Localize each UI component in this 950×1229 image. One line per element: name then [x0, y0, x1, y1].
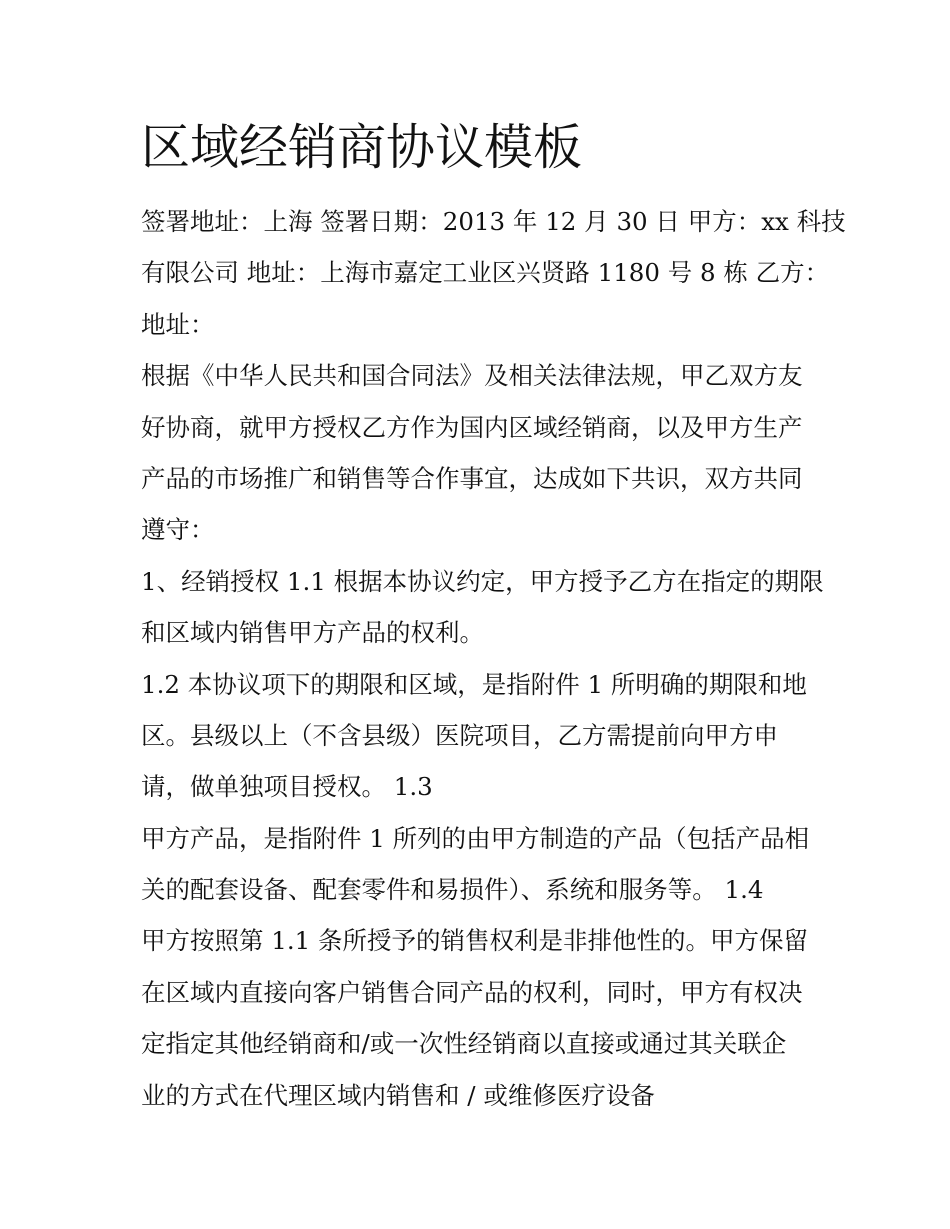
- body-line: 产品的市场推广和销售等合作事宜，达成如下共识，双方共同: [141, 463, 803, 493]
- body-line: 在区域内直接向客户销售合同产品的权利，同时，甲方有权决: [141, 977, 803, 1007]
- body-line: 1、经销授权 1.1 根据本协议约定，甲方授予乙方在指定的期限: [141, 566, 824, 596]
- body-line: 和区域内销售甲方产品的权利。: [141, 618, 484, 648]
- document-body: [141, 196, 846, 1121]
- body-line: 好协商，就甲方授权乙方作为国内区域经销商，以及甲方生产: [141, 412, 803, 442]
- body-line: 关的配套设备、配套零件和易损件）、系统和服务等。 1.4: [141, 875, 764, 905]
- body-line: 定指定其他经销商和/或一次性经销商以直接或通过其关联企: [141, 1029, 787, 1059]
- body-line: 区。县级以上（不含县级）医院项目，乙方需提前向甲方申: [141, 720, 778, 750]
- body-line: 签署地址：上海 签署日期：2013 年 12 月 30 日 甲方：xx 科技: [141, 207, 846, 236]
- body-line: 请，做单独项目授权。 1.3: [141, 772, 433, 802]
- body-line: 遵守：: [141, 515, 215, 545]
- body-line: 业的方式在代理区域内销售和 / 或维修医疗设备: [141, 1080, 655, 1110]
- body-line: 1.2 本协议项下的期限和区域，是指附件 1 所明确的期限和地: [141, 669, 807, 699]
- body-line: 甲方按照第 1.1 条所授予的销售权利是非排他性的。甲方保留: [141, 926, 809, 956]
- document-title: 区域经销商协议模板: [141, 119, 583, 176]
- body-line: 地址：: [141, 309, 215, 339]
- body-line: 甲方产品，是指附件 1 所列的由甲方制造的产品（包括产品相: [141, 823, 810, 853]
- body-line: 根据《中华人民共和国合同法》及相关法律法规，甲乙双方友: [141, 361, 803, 391]
- body-line: 有限公司 地址：上海市嘉定工业区兴贤路 1180 号 8 栋 乙方：: [141, 258, 830, 288]
